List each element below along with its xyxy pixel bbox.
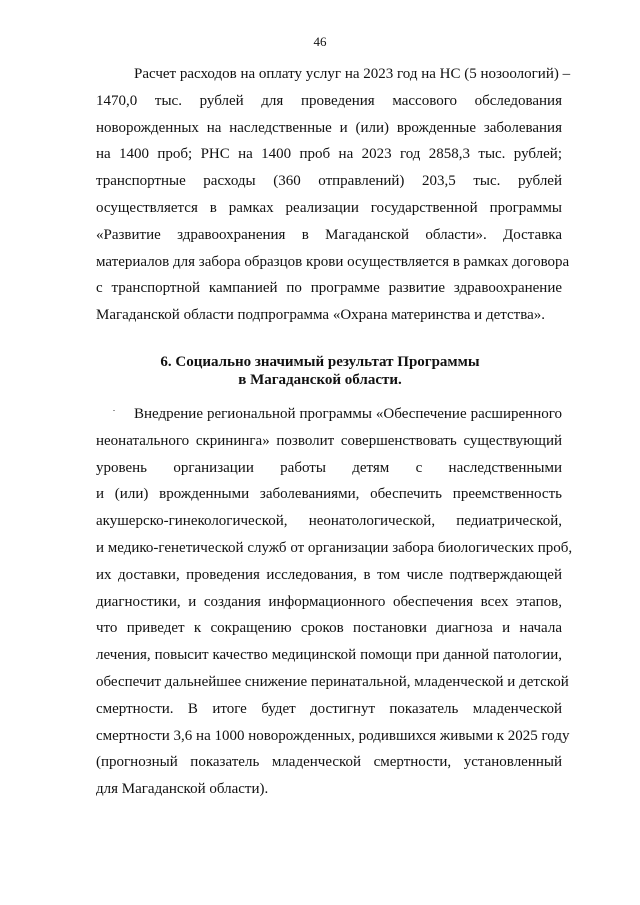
text-line: транспортные расходы (360 отправлений) 203,5 тыс. рублей [96, 173, 562, 190]
section-heading-line-1: 6. Социально значимый результат Программы [160, 354, 480, 370]
text-line: на 1400 проб; РНС на 1400 проб на 2023 год 2858,3 тыс. рублей; [96, 146, 562, 163]
text-line: смертности. В итоге будет достигнут показатель младенческой [96, 700, 562, 717]
text-line: что приведет к сокращению сроков постановки диагноза и начала [96, 620, 562, 637]
text-line: материалов для забора образцов крови осуществляется в рамках договора [96, 253, 570, 270]
text-line: смертности 3,6 на 1000 новорожденных, родившихся живыми к 2025 году [96, 727, 570, 744]
text-line: их доставки, проведения исследования, в том числе подтверждающей [96, 566, 562, 583]
text-line: акушерско-гинекологической, неонатологической, педиатрической, [96, 513, 562, 530]
text-line: обеспечит дальнейшее снижение перинатальной, младенческой и детской [96, 673, 569, 690]
text-line: осуществляется в рамках реализации государственной программы [96, 199, 562, 216]
text-line: 1470,0 тыс. рублей для проведения массового обследования [96, 92, 562, 109]
text-line: новорожденных на наследственные и (или) врожденные заболевания [96, 119, 562, 136]
text-line: диагностики, и создания информационного обеспечения всех этапов, [96, 593, 562, 610]
text-line: Магаданской области подпрограмма «Охрана материнства и детства». [96, 307, 545, 324]
text-line: Расчет расходов на оплату услуг на 2023 год на НС (5 нозоологий) – [134, 66, 571, 82]
paragraph-social-result [96, 401, 573, 803]
text-line: лечения, повысит качество медицинской помощи при данной патологии, [96, 647, 562, 664]
text-line: (прогнозный показатель младенческой смертности, установленный [96, 754, 562, 771]
paragraph-cost-calculation [96, 61, 571, 329]
text-line: и медико-генетической служб от организации забора биологических проб, [96, 539, 573, 556]
text-line: неонатального скрининга» позволит совершенствовать существующий [96, 432, 562, 449]
page-number: 46 [313, 34, 327, 49]
section-heading-line-2: в Магаданской области. [238, 372, 402, 388]
text-line: и (или) врожденными заболеваниями, обеспечить преемственность [96, 486, 562, 503]
text-line: с транспортной кампанией по программе развитие здравоохранение [96, 280, 562, 297]
section-heading [0, 353, 640, 389]
text-line: уровень организации работы детям с наследственными [96, 459, 562, 476]
text-line: для Магаданской области). [96, 781, 269, 798]
text-line: «Развитие здравоохранения в Магаданской области». Доставка [96, 226, 562, 243]
text-line: Внедрение региональной программы «Обеспечение расширенного [134, 406, 562, 422]
